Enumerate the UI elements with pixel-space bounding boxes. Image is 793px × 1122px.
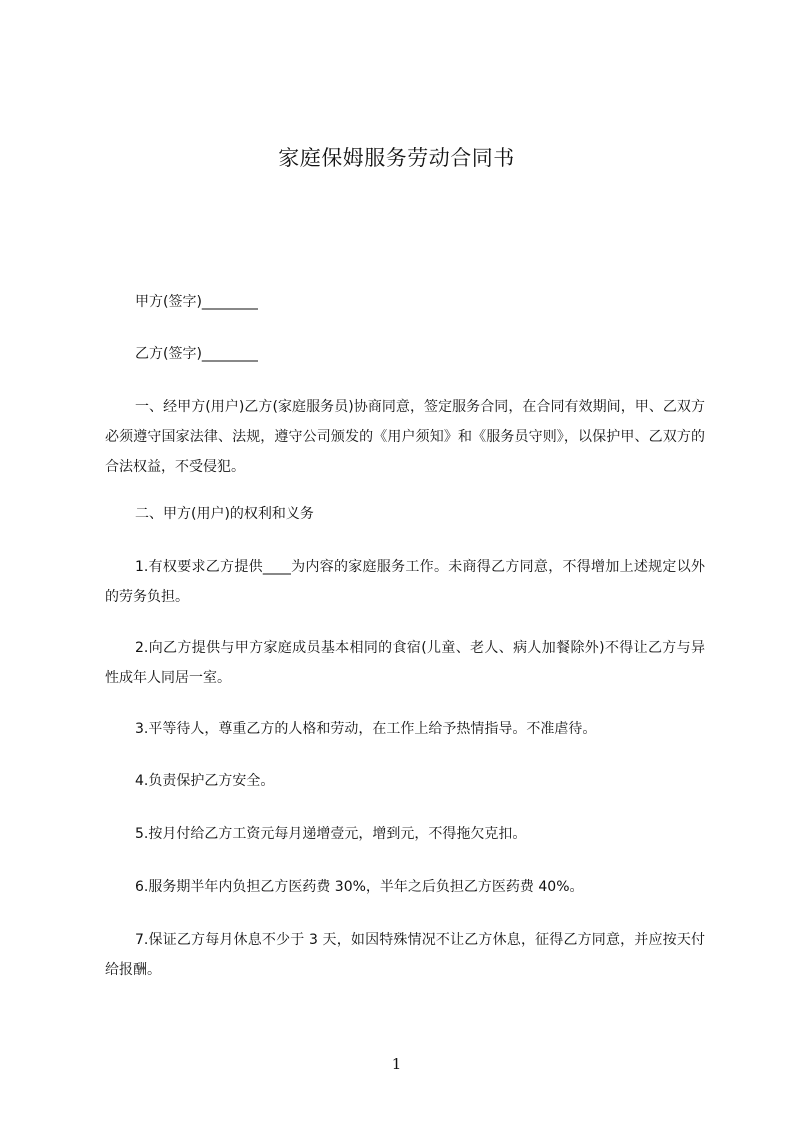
item-6-paragraph: 6.服务期半年内负担乙方医药费 30%，半年之后负担乙方医药费 40%。 — [135, 879, 584, 895]
item-7-paragraph: 7.保证乙方每月休息不少于 3 天，如因特殊情况不让乙方休息，征得乙方同意，并应按天付给报酬。 — [105, 932, 705, 978]
item-5-paragraph: 5.按月付给乙方工资元每月递增壹元，增到元，不得拖欠克扣。 — [135, 826, 527, 842]
clause-1-paragraph: 一、经甲方(用户)乙方(家庭服务员)协商同意，签定服务合同，在合同有效期间，甲、乙双方必须遵守国家法律、法规，遵守公司颁发的《用户须知》和《服务员守则》，以保护甲、乙双方的合法权益，不受侵犯。 — [105, 399, 705, 475]
party-a-signature: 甲方(签字)________ — [135, 294, 258, 310]
document-title: 家庭保姆服务劳动合同书 — [278, 146, 515, 170]
party-b-signature: 乙方(签字)________ — [135, 346, 258, 362]
page-number: 1 — [391, 1055, 402, 1073]
section-2-heading: 二、甲方(用户)的权利和义务 — [135, 506, 314, 522]
item-3-paragraph: 3.平等待人，尊重乙方的人格和劳动，在工作上给予热情指导。不准虐待。 — [135, 721, 597, 737]
item-1-paragraph: 1.有权要求乙方提供____为内容的家庭服务工作。未商得乙方同意，不得增加上述规定以外的劳务负担。 — [105, 559, 705, 605]
item-2-paragraph: 2.向乙方提供与甲方家庭成员基本相同的食宿(儿童、老人、病人加餐除外)不得让乙方与异性成年人同居一室。 — [105, 640, 705, 686]
item-4-paragraph: 4.负责保护乙方安全。 — [135, 773, 275, 789]
